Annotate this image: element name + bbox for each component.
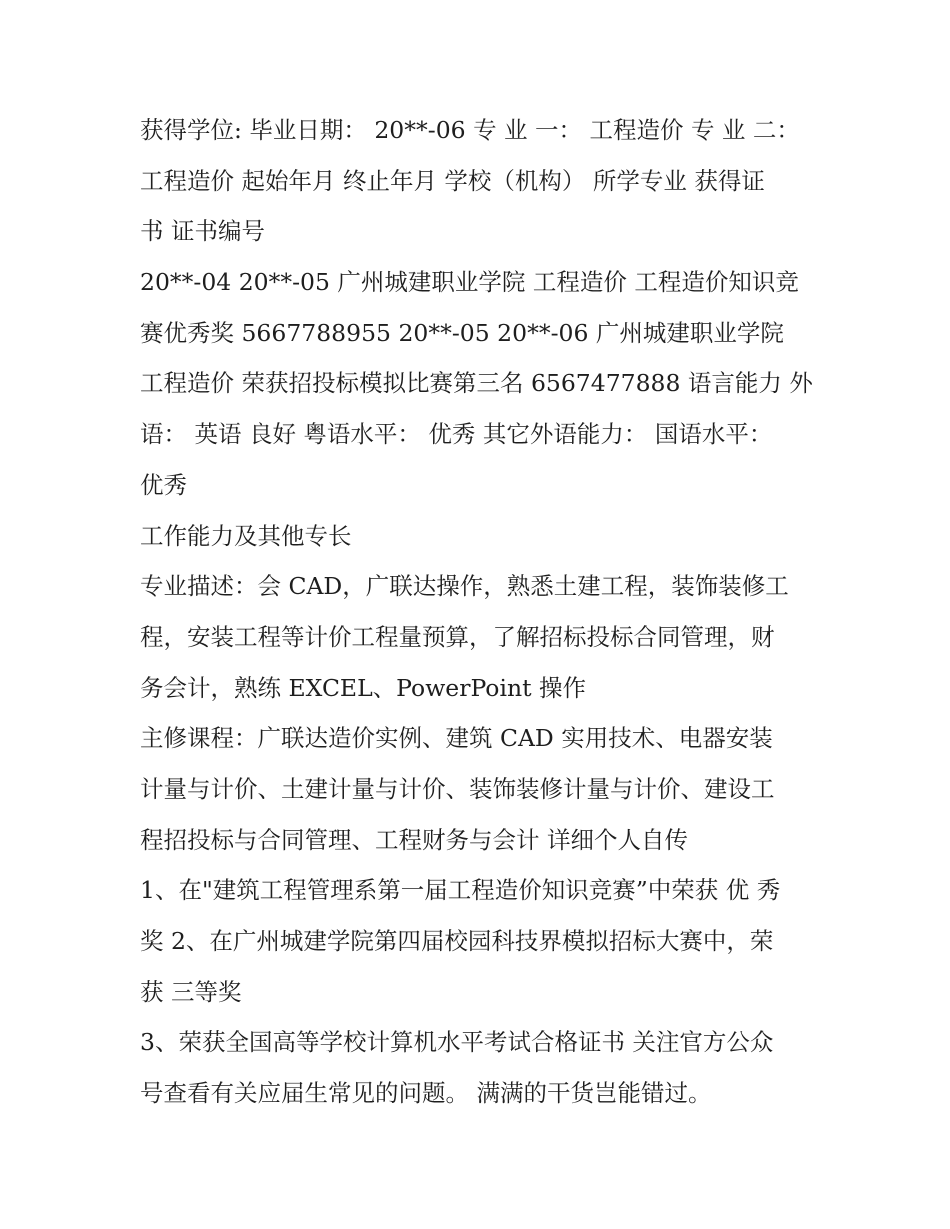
text-line: 专业描述：会 CAD，广联达操作，熟悉土建工程，装饰装修工: [140, 572, 789, 601]
text-line: 优秀: [140, 470, 187, 499]
document-body: [140, 105, 820, 1119]
text-line: 工程造价 荣获招投标模拟比赛第三名 6567477888 语言能力 外: [140, 369, 813, 398]
text-line: 1、在"建筑工程管理系第一届工程造价知识竞赛”中荣获 优 秀: [140, 876, 781, 905]
text-line: 语： 英语 良好 粤语水平： 优秀 其它外语能力： 国语水平：: [140, 420, 773, 449]
text-line: 奖 2、在广州城建学院第四届校园科技界模拟招标大赛中，荣: [140, 927, 774, 955]
text-line: 3、荣获全国高等学校计算机水平考试合格证书 关注官方公众: [140, 1028, 774, 1057]
text-line: 主修课程：广联达造价实例、建筑 CAD 实用技术、电器安装: [140, 724, 773, 753]
text-line: 获得学位: 毕业日期： 20**-06 专 业 一： 工程造价 专 业 二：: [140, 116, 800, 144]
text-line: 获 三等奖: [140, 977, 242, 1006]
section-heading: 工作能力及其他专长: [140, 521, 352, 550]
text-line: 书 证书编号: [140, 217, 265, 246]
text-line: 号查看有关应届生常见的问题。 满满的干货岂能错过。: [140, 1079, 712, 1108]
text-line: 工程造价 起始年月 终止年月 学校（机构） 所学专业 获得证: [140, 166, 765, 195]
text-line: 程招投标与合同管理、工程财务与会计 详细个人自传: [140, 825, 688, 854]
text-line: 计量与计价、土建计量与计价、装饰装修计量与计价、建设工: [140, 774, 775, 803]
text-line: 务会计，熟练 EXCEL、PowerPoint 操作: [140, 673, 587, 702]
text-line: 赛优秀奖 5667788955 20**-05 20**-06 广州城建职业学院: [140, 318, 784, 347]
text-line: 程，安装工程等计价工程量预算，了解招标投标合同管理，财: [140, 622, 775, 651]
text-line: 20**-04 20**-05 广州城建职业学院 工程造价 工程造价知识竞: [140, 268, 799, 297]
